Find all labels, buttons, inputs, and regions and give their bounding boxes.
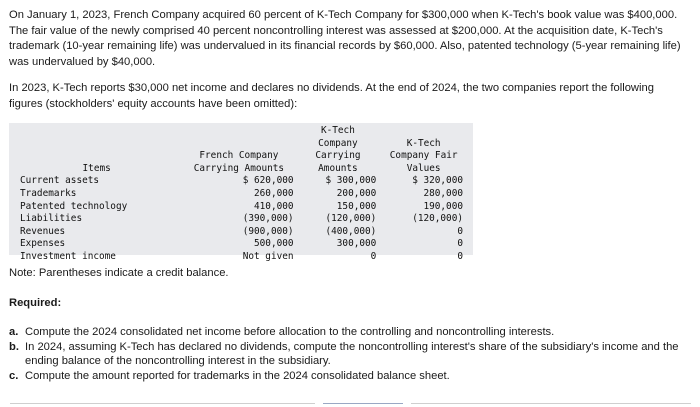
bottom-divider-tab: [323, 403, 403, 404]
second-paragraph: In 2023, K-Tech reports $30,000 net income and declares no dividends. At the end of 2024, the two companies report the following figures (stockholders' equity accounts have been omitted):: [9, 82, 654, 110]
table-row: [9, 201, 473, 214]
row-ktech-fair: 280,000: [423, 187, 463, 199]
row-ktech-fair: $ 320,000: [412, 175, 463, 187]
row-item: Revenues: [20, 225, 66, 237]
table-header-row: [9, 123, 473, 175]
bottom-divider-right: [411, 403, 691, 404]
row-item: Trademarks: [20, 187, 77, 199]
table-row: [9, 213, 473, 226]
table-row: [9, 226, 473, 239]
row-ktech-fair: 0: [457, 225, 463, 237]
table-row: [9, 175, 473, 188]
question-item: [9, 325, 689, 340]
table-row: [9, 188, 473, 201]
row-ktech-carrying: 150,000: [336, 200, 377, 212]
row-ktech-fair: 0: [457, 250, 463, 262]
row-ktech-carrying: 300,000: [336, 238, 377, 250]
row-ktech-fair: (120,000): [412, 213, 463, 225]
question-item: [9, 340, 689, 369]
row-item: Patented technology: [20, 200, 128, 212]
question-text: Compute the 2024 consolidated net income before allocation to the controlling and noncontrolling interests.: [25, 326, 555, 338]
row-ktech-carrying: 200,000: [336, 187, 377, 199]
question-list: [9, 325, 689, 383]
row-item: Liabilities: [20, 213, 83, 225]
row-ktech-carrying: 0: [370, 250, 377, 262]
question-label: a.: [9, 326, 19, 338]
row-french: (900,000): [242, 225, 294, 237]
header-items: Items: [82, 162, 111, 174]
table-row: [9, 251, 473, 264]
question-text: Compute the amount reported for trademarks in the 2024 consolidated balance sheet.: [25, 369, 450, 382]
row-item: Current assets: [20, 175, 100, 187]
row-item: Investment income: [20, 250, 116, 262]
header-ktech-fair: K-Tech Company Fair Values: [389, 137, 458, 174]
intro-paragraph: On January 1, 2023, French Company acquired 60 percent of K-Tech Company for $300,000 when K-Tech's book value was $400,000. The fair value of the newly comprised 40 percent noncontrolling interest was assessed at $200,000. At the acquisition date, K-Tech's trademark (10-year remaining life) was undervalued in its financial records by $60,000. Also, patented technology (5-year remaining life) was undervalued by $40,000.: [9, 9, 681, 68]
row-ktech-fair: 0: [457, 238, 463, 250]
header-ktech-carrying: K-Tech Company Carrying Amounts: [315, 125, 361, 174]
row-french: 410,000: [254, 200, 294, 212]
question-label: b.: [9, 340, 19, 353]
row-french: Not given: [242, 250, 294, 262]
row-french: (390,000): [242, 213, 294, 225]
row-ktech-carrying: (120,000): [325, 213, 377, 225]
header-french-carrying: French Company Carrying Amounts: [193, 150, 285, 174]
note-text: Note: Parentheses indicate a credit balance.: [9, 267, 229, 279]
row-french: 260,000: [254, 187, 294, 199]
question-label: c.: [9, 369, 19, 382]
row-ktech-carrying: (400,000): [325, 225, 377, 237]
question-text: In 2024, assuming K-Tech has declared no dividends, compute the noncontrolling interest's share of the subsidiary's income and the ending balance of the noncontrolling interest in the subsidiary.: [25, 340, 679, 368]
row-ktech-fair: 190,000: [423, 200, 463, 212]
row-french: 500,000: [254, 238, 294, 250]
financial-figures-table: [9, 123, 473, 262]
table-row: [9, 238, 473, 251]
bottom-divider-left: [10, 403, 315, 404]
row-item: Expenses: [20, 238, 66, 250]
row-ktech-carrying: $ 300,000: [325, 175, 377, 187]
required-heading: Required:: [9, 297, 62, 309]
row-french: $ 620,000: [242, 175, 294, 187]
question-item: [9, 369, 689, 384]
